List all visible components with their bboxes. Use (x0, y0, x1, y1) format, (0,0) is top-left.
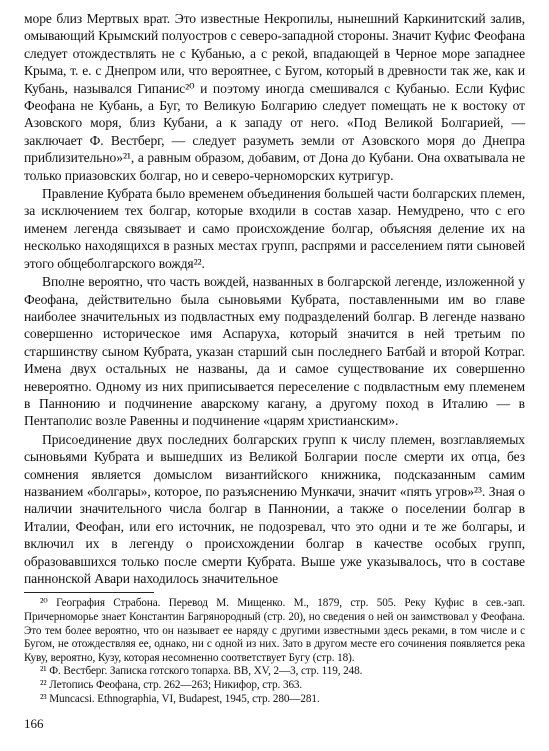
paragraph-1: море близ Мертвых врат. Это известные Некропилы, нынешний Каркинитский залив, омывающий Крымский полуостров с северо-западной стороны. Значит Куфис Феофана следует отождествлять не с Кубанью, а с рекой, впадающей в Черное море западнее Крыма, т. е. с Днепром или, что вероятнее, с Бугом, который в древности так же, как и Кубань, назывался Гипанис²⁰ и поэтому иногда смешивался с Кубанью. Если Куфис Феофана не Кубань, а Буг, то Великую Болгарию следует помещать не к востоку от Азовского моря, близ Кубани, а к западу от него. «Под Великой Болгарией, — заключает Ф. Вестберг, — следует разуметь земли от Азовского моря до Днепра приблизительно»²¹, а равным образом, добавим, от Дона до Кубани. Она охватывала не только приазовских болгар, но и северо-черноморских кутригур. (24, 11, 525, 183)
paragraph-4: Присоединение двух последних болгарских групп к числу племен, возглавляемых сыновьями Кубрата и вышедших из Великой Болгарии после смерти их отца, без сомнения является домыслом византийского книжника, подсказанным самим названием «болгары», которое, по разъяснению Мункачи, значит «пять угров»²³. Зная о наличии значительного числа болгар в Паннонии, а также о поселении болгар в Италии, Феофан, или его источник, не подозревал, что это одни и те же болгары, и включил их в легенду о происхождении болгар в качестве особых групп, образовавшихся только после смерти Кубрата. Выше уже указывалось, что в составе паннонской Авари находилось значительное (24, 431, 525, 586)
paragraph-2: Правление Кубрата было временем объединения большей части болгарских племен, за исключением тех болгар, которые входили в состав хазар. Немудрено, что с его именем легенда связывает и само происхождение болгар, объясняя деление их на несколько находящихся в разных местах групп, распрями и расселением пяти сыновей этого общеболгарского вождя²². (24, 186, 525, 271)
page-content (24, 10, 525, 706)
footnote-22: ²² Летопись Феофана, стр. 262—263; Никифор, стр. 363. (40, 678, 303, 691)
footnotes (24, 597, 525, 706)
page-number: 166 (24, 716, 44, 731)
footnote-21: ²¹ Ф. Вестберг. Записка готского топарха. ВВ, XV, 2—3, стр. 119, 248. (40, 665, 363, 678)
footnote-23: ²³ Muncacsi. Ethnographia, VI, Budapest, 1945, стр. 280—281. (40, 692, 320, 705)
paragraph-3: Вполне вероятно, что часть вождей, названных в болгарской легенде, изложенной у Феофана, действительно была сыновьями Кубрата, поставленными им во главе наиболее значительных из подвластных ему подразделений болгар. В легенде названо совершенно историческое имя Аспаруха, который значится в ней третьим по старшинству сыном Кубрата, указан старший сын последнего Батбай и второй Котраг. Имена двух остальных не названы, да и самое существование их совершенно невероятно. Одному из них приписывается переселение с подвластным ему племенем в Паннонию и подчинение аварскому кагану, а другому поход в Италию — в Пентаполис возле Равенны и подчинение «царям христианским». (24, 274, 525, 429)
footnote-20: ²⁰ География Страбона. Перевод М. Мищенко. М., 1879, стр. 505. Реку Куфис в сев.-зап. Причерноморье знает Константин Багрянородный (стр. 20), но сведения о ней он заимствовал у Феофана. Это тем более вероятно, что он называет ее наряду с другими известными здесь реками, в том числе и с Бугом, не отождествляя ее, однако, ни с одной из них. Зато в другом месте его сочинения появляется река Куву, вероятно, Кузу, которая несомненно соответствует Бугу (стр. 18). (24, 597, 525, 664)
